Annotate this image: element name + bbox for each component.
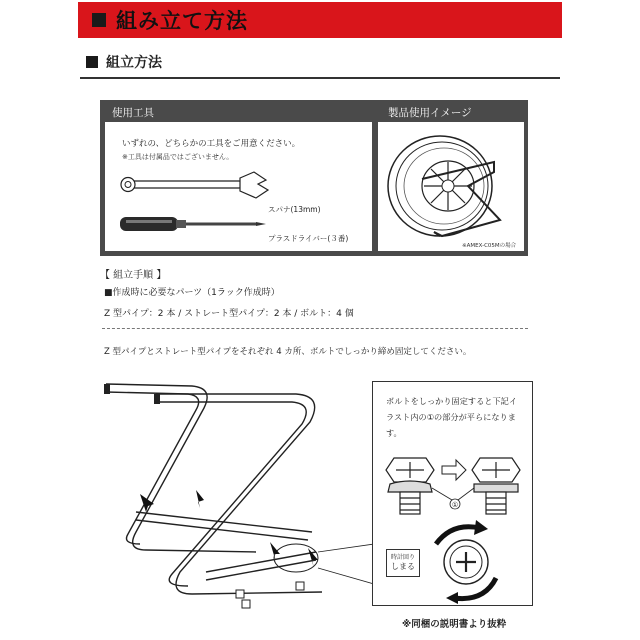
title-square-icon (92, 13, 106, 27)
parts-heading: ■作成時に必要なパーツ（1ラック作成時） (104, 288, 280, 298)
spanner-label: スパナ(13mm) (268, 205, 321, 214)
steps-heading: 【 組立手順 】 (100, 270, 167, 281)
source-footnote: ※同梱の説明書より抜粋 (402, 619, 507, 630)
section-title: 組立方法 (106, 55, 162, 71)
rotation-big-label: しまる (391, 562, 415, 571)
usage-label: 製品使用イメージ (388, 107, 472, 119)
rotation-image (422, 520, 522, 604)
section-heading (86, 52, 162, 72)
callout-number: ① (451, 501, 459, 509)
screwdriver-icon (118, 212, 268, 236)
section-square-icon (86, 56, 98, 68)
rack-assembly-image (96, 372, 372, 612)
page-title: 組み立て方法 (116, 9, 248, 33)
tire-stand-image (382, 124, 522, 244)
rotation-small-label: 時計回り (390, 554, 415, 561)
bolt-detail-text: ボルトをしっかり固定すると下記イラスト内の①の部分が平らになります。 (386, 396, 518, 438)
rotation-badge (386, 549, 420, 577)
tools-label: 使用工具 (112, 107, 154, 119)
tools-note: いずれの、どちらかの工具をご用意ください。 (122, 139, 301, 149)
parts-list: Z 型パイプ：2 本 / ストレート型パイプ：2 本 / ボルト：4 個 (104, 309, 354, 319)
section-divider (80, 77, 560, 79)
tools-disclaimer: ※工具は付属品ではございません。 (122, 153, 234, 161)
dashed-divider (102, 328, 528, 329)
bolt-comparison-image (376, 448, 530, 520)
screwdriver-label: プラスドライバー(３番) (268, 234, 349, 243)
spanner-icon (118, 168, 270, 202)
title-bar (78, 2, 562, 38)
usage-model-note: ※AMEX-C05Mの場合 (462, 243, 517, 249)
assembly-instruction: Z 型パイプとストレート型パイプをそれぞれ 4 カ所、ボルトでしっかり締め固定してください。 (104, 347, 472, 357)
